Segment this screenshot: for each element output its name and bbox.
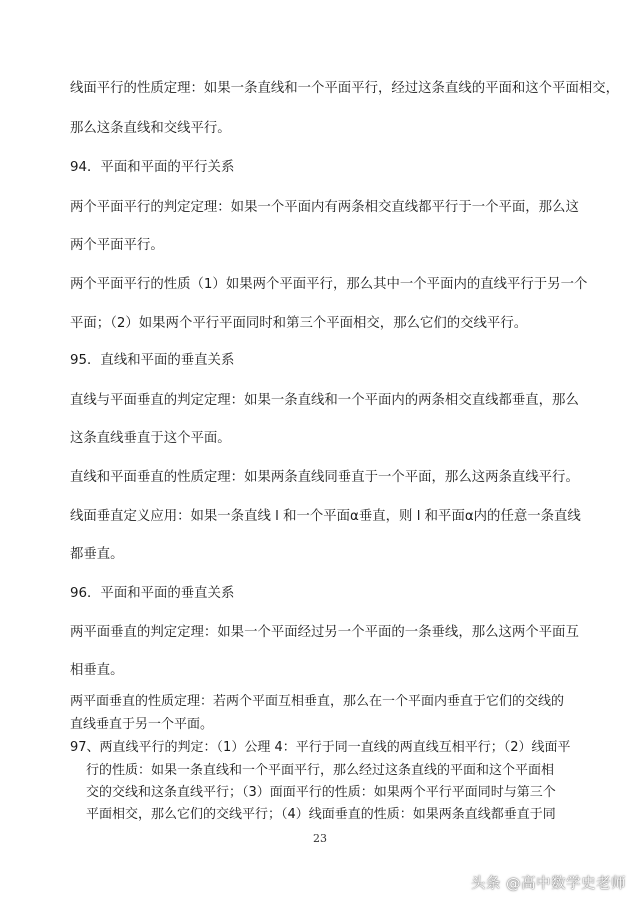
text-line: 两个平面平行的性质（1）如果两个平面平行，那么其中一个平面内的直线平行于另一个: [70, 277, 588, 292]
text-line: 都垂直。: [70, 547, 124, 562]
text-line: 这条直线垂直于这个平面。: [70, 431, 231, 446]
text-line: 行的性质：如果一条直线和一个平面平行，那么经过这条直线的平面和这个平面相: [86, 763, 555, 778]
watermark: 头条 @高中数学史老师: [470, 876, 626, 892]
section-heading: 95．直线和平面的垂直关系: [70, 353, 235, 368]
text-line: 两平面垂直的判定定理：如果一个平面经过另一个平面的一条垂线，那么这两个平面互: [70, 625, 579, 640]
text-line: 两个平面平行。: [70, 238, 164, 253]
section-heading: 94．平面和平面的平行关系: [70, 160, 235, 175]
text-line: 直线和平面垂直的性质定理：如果两条直线同垂直于一个平面，那么这两条直线平行。: [70, 470, 579, 485]
text-line: 平面；（2）如果两个平行平面同时和第三个平面相交，那么它们的交线平行。: [70, 316, 528, 331]
text-line: 直线垂直于另一个平面。: [70, 717, 214, 732]
text-line: 交的交线和这条直线平行；（3）面面平行的性质：如果两个平行平面同时与第三个: [86, 785, 556, 800]
text-line: 平面相交，那么它们的交线平行；（4）线面垂直的性质：如果两条直线都垂直于同: [86, 807, 556, 822]
text-line: 那么这条直线和交线平行。: [70, 121, 231, 136]
page-number: 23: [313, 832, 327, 845]
text-line: 直线与平面垂直的判定定理：如果一条直线和一个平面内的两条相交直线都垂直，那么: [70, 393, 579, 408]
text-line: 线面平行的性质定理：如果一条直线和一个平面平行，经过这条直线的平面和这个平面相交，: [70, 81, 620, 96]
text-line: 两平面垂直的性质定理：若两个平面互相垂直，那么在一个平面内垂直于它们的交线的: [70, 694, 565, 709]
text-line: 相垂直。: [70, 663, 124, 678]
text-line: 线面垂直定义应用：如果一条直线 l 和一个平面α垂直，则 l 和平面α内的任意一条直线: [70, 509, 581, 524]
text-line: 两个平面平行的判定定理：如果一个平面内有两条相交直线都平行于一个平面，那么这: [70, 200, 579, 215]
section-heading: 96．平面和平面的垂直关系: [70, 586, 235, 601]
text-line: 97、两直线平行的判定：（1）公理 4：平行于同一直线的两直线互相平行；（2）线面平: [70, 740, 571, 755]
